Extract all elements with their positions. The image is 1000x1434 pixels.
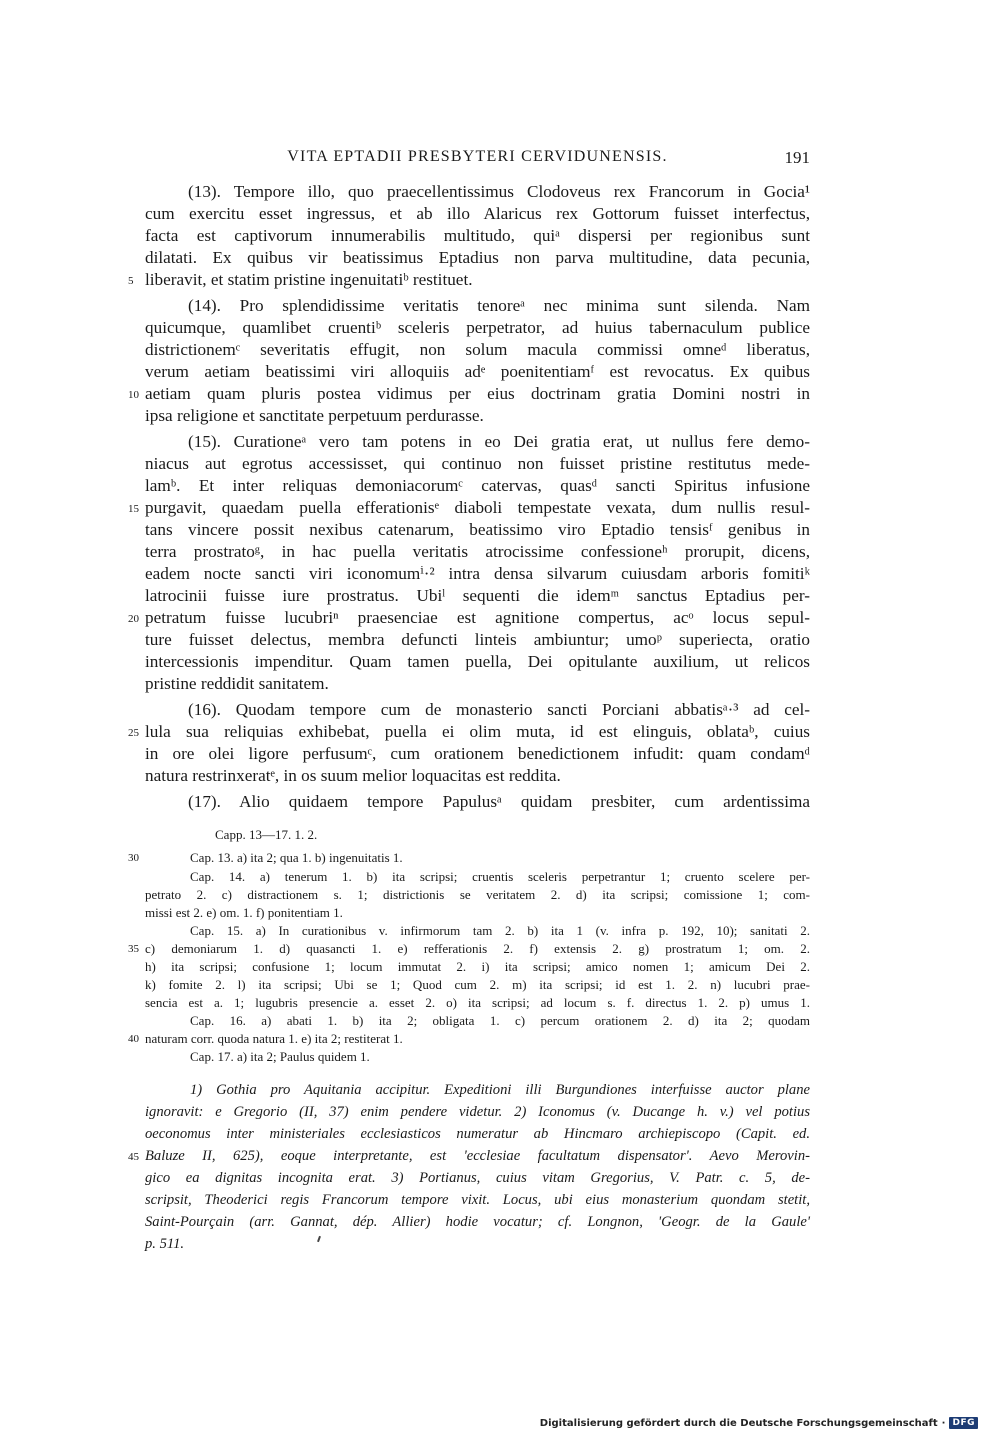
commentary-line: Saint-Pourçain (arr. Gannat, dép. Allier) hodie vocatur; cf. Longnon, 'Geogr. de la Gaule' — [145, 1214, 810, 1230]
line-number: 20 — [128, 613, 139, 625]
apparatus-line: Cap. 13. a) ita 2; qua 1. b) ingenuitatis 1. — [190, 850, 403, 865]
commentary-line: ignoravit: e Gregorio (II, 37) enim pendere videtur. 2) Iconomus (v. Ducange h. v.) vel potius — [145, 1104, 810, 1120]
digitization-credit — [540, 1416, 978, 1430]
text-line: (14). Pro splendidissime veritatis tenoreᵃ nec minima sunt silenda. Nam — [188, 296, 810, 315]
line-number: 10 — [128, 389, 139, 401]
text-line: cum exercitu esset ingressus, et ab illo Alaricus rex Gottorum fuisset interfectus, — [145, 204, 810, 223]
text-line: in ore olei ligore perfusumᶜ, cum orationem benedictionem infudit: quam condamᵈ — [145, 744, 810, 763]
commentary-line: p. 511. — [145, 1236, 185, 1252]
text-line: eadem nocte sancti viri iconomumⁱ·² intra densa silvarum cuiusdam arboris fomitiᵏ — [145, 564, 810, 583]
line-number: 25 — [128, 727, 139, 739]
text-line: dilatati. Ex quibus vir beatissimus Eptadius non parva multitudine, data pecunia, — [145, 248, 810, 267]
apparatus-line: Capp. 13—17. 1. 2. — [215, 827, 318, 842]
text-line: districtionemᶜ severitatis effugit, non solum macula commissi omneᵈ liberatus, — [145, 340, 810, 359]
text-line: aetiam quam pluris postea vidimus per eius doctrinam gratia Domini nostri in — [145, 384, 810, 403]
text-line: verum aetiam beatissimi viri alloquiis adᵉ poenitentiamᶠ est revocatus. Ex quibus — [145, 362, 810, 381]
line-number: 40 — [128, 1033, 139, 1045]
apparatus-line: Cap. 16. a) abati 1. b) ita 2; obligata 1. c) percum orationem 2. d) ita 2; quodam — [190, 1013, 810, 1028]
running-title: VITA EPTADII PRESBYTERI CERVIDUNENSIS. — [287, 148, 668, 165]
text-line: lula sua reliquias exhibebat, puella ei olim muta, id est elinguis, oblataᵇ, cuius — [145, 722, 810, 741]
apparatus-line: petrato 2. c) distractionem s. 1; districtionis se veritatem 2. d) ita scripsi; comissione 1; com- — [145, 887, 810, 902]
text-line: tans vincere possit nexibus catenarum, beatissimo viro Eptadio tensisᶠ genibus in — [145, 520, 810, 539]
text-line: (16). Quodam tempore cum de monasterio sancti Porciani abbatisᵃ·³ ad cel- — [188, 700, 810, 719]
dfg-logo: DFG — [949, 1417, 978, 1429]
text-line: liberavit, et statim pristine ingenuitatiᵇ restituet. — [145, 270, 473, 289]
commentary-line: gico ea dignitas incognita erat. 3) Portianus, cuius vitam Gregorius, V. Patr. c. 5, de- — [145, 1170, 810, 1186]
text-line: ipsa religione et sanctitate perpetuum perdurasse. — [145, 406, 484, 425]
commentary-line: 1) Gothia pro Aquitania accipitur. Expeditioni illi Burgundiones interfuisse auctor plane — [190, 1082, 810, 1098]
commentary-line: Baluze II, 625), eoque interpretante, est 'ecclesiae facultatum dispensator'. Aevo Merovin- — [145, 1148, 810, 1164]
running-head — [145, 148, 810, 172]
text-line: facta est captivorum innumerabilis multitudo, quiᵃ dispersi per regionibus sunt — [145, 226, 810, 245]
text-line: ture fuisset delectus, membra defuncti linteis ambiuntur; umoᵖ superiecta, oratio — [145, 630, 810, 649]
text-line: niacus aut egrotus accessisset, qui continuo non fuisset pristine restitutus mede- — [145, 454, 810, 473]
text-line: intercessionis impenditur. Quam tamen puella, Dei opitulante auxilium, ut relicos — [145, 652, 810, 671]
line-number: 15 — [128, 503, 139, 515]
text-line: (15). Curationeᵃ vero tam potens in eo Dei gratia erat, ut nullus fere demo- — [188, 432, 810, 451]
apparatus-line: Cap. 14. a) tenerum 1. b) ita scripsi; cruentis sceleris perpetrantur 1; cruento scelere per- — [190, 869, 810, 884]
text-line: terra prostratoᵍ, in hac puella veritatis atrocissime confessioneʰ prorupit, dicens, — [145, 542, 810, 561]
apparatus-line: Cap. 17. a) ita 2; Paulus quidem 1. — [190, 1049, 370, 1064]
line-number: 30 — [128, 852, 139, 864]
text-line: latrocinii fuisse iure prostratus. Ubiˡ sequenti die idemᵐ sanctus Eptadius per- — [145, 586, 810, 605]
apparatus-line: missi est 2. e) om. 1. f) ponitentiam 1. — [145, 905, 343, 920]
line-number: 5 — [128, 275, 134, 287]
apparatus-line: c) demoniarum 1. d) quasancti 1. e) refferationis 2. f) extensis 2. g) prostratum 1; om. 2. — [145, 941, 810, 956]
apparatus-line: h) ita scripsi; confusione 1; locum immutat 2. i) ita scripsi; amico nomen 1; amicum Dei 2. — [145, 959, 810, 974]
apparatus-line: naturam corr. quoda natura 1. e) ita 2; restiterat 1. — [145, 1031, 403, 1046]
apparatus-line: sencia est a. 1; lugubris presencie a. esset 2. o) ita scripsi; ad locum s. f. directus 1. 2. p) umus 1. — [145, 995, 810, 1010]
page-number: 191 — [784, 148, 810, 167]
text-line: quicumque, quamlibet cruentiᵇ sceleris perpetrator, ad huius tabernaculum publice — [145, 318, 810, 337]
text-line: petratum fuisse lucubriⁿ praesenciae est agnitione compertus, acᵒ locus sepul- — [145, 608, 810, 627]
text-line: pristine reddidit sanitatem. — [145, 674, 329, 693]
separator-dot: · — [941, 1417, 946, 1429]
text-line: (13). Tempore illo, quo praecellentissimus Clodoveus rex Francorum in Gocia¹ — [188, 182, 810, 201]
line-number: 45 — [128, 1151, 139, 1163]
text-line: lamᵇ. Et inter reliquas demoniacorumᶜ catervas, quasᵈ sancti Spiritus infusione — [145, 476, 810, 495]
text-line: purgavit, quaedam puella efferationisᵉ diaboli tempestate vexata, dum nullis resul- — [145, 498, 810, 517]
credit-text: Digitalisierung gefördert durch die Deutsche Forschungsgemeinschaft — [539, 1417, 938, 1429]
commentary-line: oeconomus inter ministeriales ecclesiasticos numeratur ab Hincmaro archiepiscopo (Capit. ed. — [145, 1126, 810, 1142]
text-line: natura restrinxeratᵉ, in os suum melior loquacitas est reddita. — [145, 766, 561, 785]
apparatus-line: Cap. 15. a) In curationibus v. infirmorum tam 2. b) ita 1 (v. infra p. 192, 10); sanitati 2. — [190, 923, 810, 938]
text-line: (17). Alio quidaem tempore Papulusᵃ quidam presbiter, cum ardentissima — [188, 792, 810, 811]
commentary-line: scripsit, Theoderici regis Francorum tempore vixit. Locus, ubi eius monasterium quondam stetit, — [145, 1192, 810, 1208]
apparatus-line: k) fomite 2. l) ita scripsi; Ubi se 1; Quod cum 2. m) ita scripsi; id est 1. 2. n) lucubri prae- — [145, 977, 810, 992]
line-number: 35 — [128, 943, 139, 955]
